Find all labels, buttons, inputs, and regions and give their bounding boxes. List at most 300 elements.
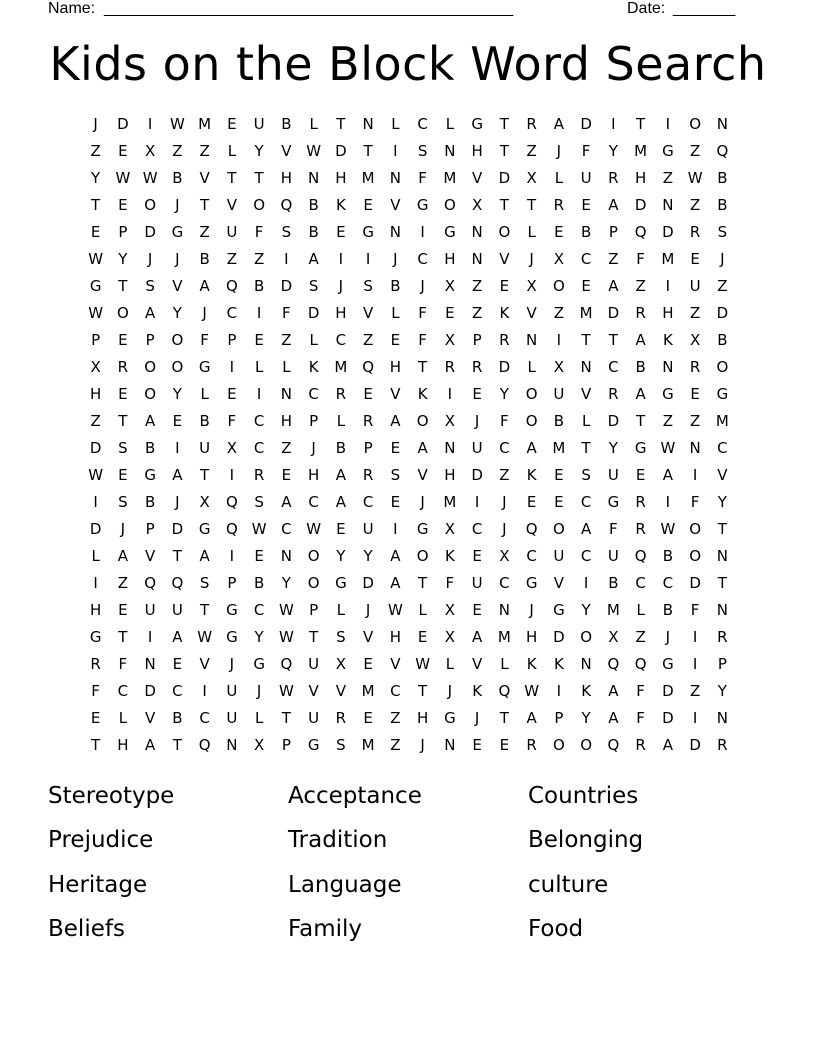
grid-letter: A	[199, 547, 210, 565]
grid-letter: I	[556, 331, 562, 349]
grid-letter: Z	[117, 574, 129, 592]
grid-letter: D	[471, 466, 483, 484]
grid-row	[82, 570, 736, 597]
grid-letter: O	[498, 223, 511, 241]
grid-letter: I	[420, 223, 425, 241]
grid-letter: T	[200, 466, 210, 484]
grid-letter: H	[335, 169, 347, 187]
grid-letter: K	[581, 682, 592, 700]
grid-letter: L	[554, 169, 564, 187]
grid-letter: X	[553, 358, 565, 376]
grid-letter: C	[308, 385, 319, 403]
word-list-item: culture	[528, 871, 609, 898]
grid-letter: O	[144, 196, 157, 214]
grid-letter: T	[363, 142, 373, 160]
grid-letter: R	[608, 169, 619, 187]
grid-letter: G	[198, 358, 211, 376]
grid-letter: F	[636, 682, 645, 700]
grid-letter: X	[444, 520, 456, 538]
word-list-item: Beliefs	[48, 915, 125, 942]
word-list-item: Prejudice	[48, 827, 154, 854]
grid-letter: X	[471, 196, 483, 214]
grid-letter: K	[526, 466, 537, 484]
grid-letter: O	[307, 574, 320, 592]
grid-letter: A	[172, 628, 183, 646]
grid-letter: N	[471, 223, 483, 241]
grid-letter: C	[526, 547, 537, 565]
grid-letter: T	[581, 439, 591, 457]
grid-letter: C	[417, 250, 428, 268]
grid-letter: G	[89, 277, 102, 295]
grid-letter: G	[634, 439, 647, 457]
grid-letter: U	[553, 385, 565, 403]
grid-letter: R	[499, 331, 510, 349]
grid-letter: E	[227, 385, 237, 403]
grid-letter: H	[525, 628, 538, 646]
grid-row	[82, 111, 736, 138]
grid-letter: Y	[91, 169, 101, 187]
grid-letter: V	[144, 709, 156, 727]
grid-letter: A	[471, 628, 483, 646]
grid-letter: I	[665, 277, 671, 295]
grid-letter: B	[553, 412, 565, 430]
grid-letter: I	[284, 250, 289, 268]
grid-letter: M	[661, 250, 675, 268]
grid-letter: E	[118, 142, 128, 160]
grid-letter: I	[393, 520, 398, 538]
grid-letter: G	[144, 466, 156, 484]
grid-letter: H	[307, 466, 320, 484]
grid-letter: W	[88, 250, 104, 268]
grid-letter: T	[118, 628, 128, 646]
grid-letter: D	[634, 196, 647, 214]
grid-letter: Z	[390, 736, 401, 754]
grid-letter: H	[335, 304, 347, 322]
grid-letter: E	[90, 223, 101, 241]
grid-letter: Q	[144, 574, 157, 592]
grid-letter: V	[144, 547, 156, 565]
grid-letter: F	[690, 493, 700, 511]
grid-letter: E	[554, 493, 564, 511]
grid-letter: M	[497, 628, 511, 646]
grid-letter: N	[716, 115, 728, 133]
grid-letter: J	[93, 115, 98, 133]
grid-letter: I	[611, 115, 616, 133]
grid-letter: X	[553, 250, 565, 268]
grid-letter: Q	[225, 520, 238, 538]
grid-row	[82, 624, 736, 651]
grid-letter: Q	[716, 142, 729, 160]
grid-letter: Q	[225, 493, 238, 511]
grid-letter: O	[716, 358, 729, 376]
grid-letter: P	[145, 520, 155, 538]
grid-letter: L	[445, 655, 455, 673]
grid-letter: I	[365, 250, 371, 268]
grid-letter: O	[171, 331, 184, 349]
grid-letter: A	[635, 331, 646, 349]
grid-letter: M	[715, 412, 729, 430]
grid-letter: C	[580, 250, 592, 268]
grid-letter: C	[390, 682, 401, 700]
grid-letter: L	[309, 115, 318, 133]
name-label: Name:	[48, 0, 96, 17]
grid-letter: G	[171, 223, 184, 241]
grid-letter: N	[226, 736, 238, 754]
grid-letter: E	[417, 628, 428, 646]
grid-letter: X	[226, 439, 238, 457]
grid-letter: H	[89, 601, 102, 619]
grid-letter: B	[199, 412, 210, 430]
grid-letter: R	[117, 358, 129, 376]
grid-letter: N	[389, 169, 401, 187]
grid-letter: J	[420, 736, 425, 754]
grid-letter: C	[253, 601, 265, 619]
grid-row	[82, 192, 736, 219]
grid-letter: J	[147, 250, 153, 268]
grid-letter: E	[118, 331, 128, 349]
grid-letter: A	[308, 250, 319, 268]
grid-letter: D	[307, 304, 320, 322]
grid-letter: E	[363, 385, 373, 403]
grid-letter: C	[471, 520, 483, 538]
letter-grid	[82, 111, 736, 759]
grid-letter: G	[716, 385, 729, 403]
grid-letter: P	[363, 439, 373, 457]
grid-row	[82, 543, 736, 570]
grid-row	[82, 732, 736, 759]
grid-letter: T	[717, 520, 727, 538]
grid-letter: C	[580, 493, 592, 511]
grid-letter: S	[581, 466, 591, 484]
grid-letter: R	[444, 358, 456, 376]
grid-letter: I	[93, 493, 98, 511]
grid-letter: L	[309, 331, 318, 349]
grid-letter: Y	[118, 250, 128, 268]
grid-letter: Z	[689, 196, 701, 214]
grid-letter: B	[717, 331, 728, 349]
grid-letter: Y	[608, 142, 618, 160]
grid-letter: E	[118, 385, 128, 403]
grid-letter: D	[117, 115, 129, 133]
grid-letter: U	[253, 115, 265, 133]
grid-letter: E	[499, 277, 510, 295]
grid-letter: H	[471, 142, 483, 160]
grid-letter: R	[471, 358, 483, 376]
grid-letter: C	[172, 682, 183, 700]
grid-letter: G	[471, 115, 483, 133]
grid-letter: Y	[254, 628, 264, 646]
grid-letter: T	[418, 574, 428, 592]
grid-row	[82, 165, 736, 192]
grid-letter: H	[634, 169, 647, 187]
grid-letter: W	[306, 142, 322, 160]
grid-letter: J	[202, 304, 207, 322]
grid-letter: R	[717, 628, 728, 646]
grid-letter: A	[390, 574, 401, 592]
grid-letter: V	[471, 655, 483, 673]
grid-letter: T	[527, 196, 537, 214]
grid-letter: Q	[498, 682, 511, 700]
grid-letter: P	[717, 655, 727, 673]
grid-letter: Z	[172, 142, 183, 160]
grid-letter: G	[553, 601, 565, 619]
grid-letter: T	[309, 628, 319, 646]
grid-letter: Z	[471, 304, 483, 322]
grid-letter: W	[387, 601, 403, 619]
grid-letter: R	[635, 304, 646, 322]
grid-letter: T	[499, 142, 509, 160]
grid-letter: C	[717, 439, 728, 457]
grid-letter: G	[662, 385, 674, 403]
grid-letter: I	[556, 682, 562, 700]
grid-letter: B	[281, 115, 292, 133]
grid-letter: T	[418, 682, 428, 700]
grid-letter: N	[716, 601, 728, 619]
grid-letter: V	[199, 169, 210, 187]
grid-letter: X	[499, 547, 510, 565]
grid-letter: E	[690, 385, 700, 403]
grid-letter: G	[89, 628, 102, 646]
grid-letter: E	[581, 196, 591, 214]
grid-letter: Q	[171, 574, 184, 592]
grid-letter: K	[499, 304, 510, 322]
grid-letter: S	[336, 628, 346, 646]
grid-letter: U	[308, 655, 320, 673]
grid-letter: V	[362, 304, 374, 322]
grid-row	[82, 138, 736, 165]
grid-letter: N	[280, 385, 292, 403]
grid-letter: O	[416, 547, 429, 565]
grid-letter: V	[362, 628, 374, 646]
grid-letter: V	[390, 385, 401, 403]
grid-letter: E	[445, 304, 455, 322]
grid-letter: L	[254, 358, 264, 376]
grid-letter: R	[362, 412, 374, 430]
grid-letter: K	[444, 547, 455, 565]
grid-letter: E	[363, 196, 373, 214]
grid-letter: F	[200, 331, 209, 349]
grid-letter: R	[362, 466, 374, 484]
grid-letter: K	[472, 682, 483, 700]
grid-letter: V	[471, 169, 483, 187]
grid-letter: W	[306, 520, 322, 538]
grid-letter: Y	[499, 385, 509, 403]
grid-letter: Y	[581, 709, 591, 727]
grid-letter: M	[443, 493, 457, 511]
grid-letter: C	[499, 439, 510, 457]
grid-letter: B	[662, 547, 674, 565]
grid-letter: D	[716, 304, 729, 322]
grid-letter: V	[390, 196, 401, 214]
grid-letter: O	[689, 115, 702, 133]
grid-letter: H	[117, 736, 129, 754]
grid-letter: I	[474, 493, 480, 511]
grid-letter: I	[93, 574, 98, 592]
grid-letter: R	[608, 385, 619, 403]
grid-letter: Z	[362, 331, 374, 349]
grid-letter: R	[90, 655, 101, 673]
grid-letter: V	[499, 250, 510, 268]
grid-letter: O	[116, 304, 129, 322]
grid-letter: B	[144, 439, 156, 457]
grid-letter: V	[390, 655, 401, 673]
grid-letter: F	[500, 412, 509, 430]
grid-letter: G	[444, 709, 456, 727]
grid-letter: C	[335, 331, 347, 349]
grid-letter: C	[281, 520, 292, 538]
grid-letter: L	[500, 655, 509, 673]
grid-letter: B	[253, 574, 265, 592]
grid-letter: Z	[253, 250, 265, 268]
grid-letter: M	[361, 736, 375, 754]
grid-letter: A	[608, 682, 619, 700]
grid-letter: W	[142, 169, 158, 187]
grid-letter: C	[417, 115, 428, 133]
name-field-line[interactable]: ______________________________________________	[104, 0, 514, 17]
grid-letter: I	[583, 574, 589, 592]
grid-letter: X	[526, 277, 537, 295]
grid-letter: N	[308, 169, 320, 187]
grid-letter: L	[391, 304, 400, 322]
grid-letter: T	[636, 412, 646, 430]
grid-letter: C	[253, 439, 265, 457]
grid-letter: T	[717, 574, 727, 592]
grid-letter: L	[636, 601, 645, 619]
grid-letter: Q	[634, 223, 647, 241]
grid-letter: T	[118, 277, 128, 295]
grid-letter: W	[278, 682, 294, 700]
grid-letter: J	[556, 142, 562, 160]
grid-letter: J	[365, 601, 371, 619]
grid-letter: M	[361, 682, 375, 700]
grid-letter: J	[502, 520, 507, 538]
grid-letter: W	[169, 115, 185, 133]
grid-letter: K	[417, 385, 428, 403]
grid-letter: V	[226, 196, 237, 214]
grid-letter: R	[635, 520, 646, 538]
grid-letter: Z	[717, 277, 728, 295]
grid-letter: B	[253, 277, 265, 295]
grid-letter: N	[444, 142, 456, 160]
grid-letter: Z	[499, 466, 510, 484]
grid-letter: J	[665, 628, 671, 646]
grid-letter: Z	[90, 142, 101, 160]
grid-letter: D	[662, 682, 674, 700]
grid-letter: T	[91, 736, 101, 754]
grid-letter: Y	[581, 601, 591, 619]
grid-letter: H	[389, 628, 402, 646]
grid-letter: L	[418, 601, 427, 619]
grid-letter: A	[390, 412, 401, 430]
grid-letter: Q	[607, 736, 620, 754]
grid-letter: F	[418, 169, 427, 187]
grid-letter: J	[175, 196, 180, 214]
grid-letter: R	[689, 358, 701, 376]
grid-letter: F	[254, 223, 264, 241]
grid-letter: C	[608, 358, 619, 376]
grid-letter: T	[499, 196, 509, 214]
grid-letter: L	[91, 547, 100, 565]
grid-letter: M	[634, 142, 648, 160]
grid-letter: X	[444, 277, 456, 295]
grid-letter: G	[525, 574, 538, 592]
grid-letter: D	[335, 142, 347, 160]
grid-letter: C	[226, 304, 238, 322]
grid-letter: F	[91, 682, 100, 700]
grid-letter: Q	[525, 520, 538, 538]
grid-letter: B	[144, 493, 156, 511]
grid-letter: E	[118, 196, 128, 214]
grid-letter: R	[335, 385, 347, 403]
grid-letter: Y	[336, 547, 346, 565]
grid-letter: A	[608, 196, 619, 214]
grid-letter: B	[308, 196, 319, 214]
word-list-item: Tradition	[288, 827, 388, 854]
grid-letter: U	[362, 520, 374, 538]
grid-letter: T	[227, 169, 237, 187]
grid-letter: X	[90, 358, 101, 376]
grid-letter: C	[580, 547, 592, 565]
grid-letter: F	[418, 331, 427, 349]
grid-letter: C	[199, 709, 210, 727]
grid-letter: S	[118, 493, 128, 511]
date-field-line[interactable]: _______	[673, 0, 736, 17]
grid-letter: R	[717, 736, 728, 754]
grid-letter: I	[692, 655, 698, 673]
grid-letter: T	[118, 412, 128, 430]
grid-letter: U	[553, 547, 565, 565]
grid-letter: O	[689, 520, 702, 538]
grid-letter: I	[229, 466, 235, 484]
grid-letter: T	[200, 601, 210, 619]
grid-letter: I	[229, 358, 235, 376]
grid-letter: L	[336, 601, 346, 619]
grid-letter: X	[444, 601, 456, 619]
grid-letter: H	[280, 169, 293, 187]
grid-letter: I	[256, 304, 262, 322]
grid-letter: J	[229, 655, 235, 673]
grid-letter: E	[472, 736, 482, 754]
grid-letter: X	[608, 628, 619, 646]
grid-letter: J	[393, 250, 398, 268]
grid-letter: Q	[225, 277, 238, 295]
grid-letter: R	[526, 115, 537, 133]
grid-row	[82, 273, 736, 300]
grid-letter: I	[692, 709, 698, 727]
grid-letter: W	[524, 682, 540, 700]
grid-letter: N	[716, 547, 728, 565]
grid-letter: W	[687, 169, 703, 187]
grid-letter: A	[172, 466, 183, 484]
grid-letter: I	[202, 682, 207, 700]
grid-letter: F	[636, 709, 645, 727]
grid-letter: E	[281, 466, 292, 484]
grid-letter: O	[416, 412, 429, 430]
grid-letter: M	[579, 304, 593, 322]
grid-letter: E	[390, 493, 401, 511]
grid-letter: W	[278, 601, 294, 619]
grid-letter: Z	[553, 304, 565, 322]
grid-letter: J	[311, 439, 316, 457]
grid-letter: T	[254, 169, 264, 187]
grid-letter: B	[635, 358, 646, 376]
grid-letter: M	[443, 169, 457, 187]
grid-letter: Y	[608, 439, 618, 457]
grid-letter: E	[90, 709, 101, 727]
grid-letter: Y	[717, 493, 727, 511]
date-label: Date:	[627, 0, 666, 17]
grid-letter: Q	[280, 655, 293, 673]
